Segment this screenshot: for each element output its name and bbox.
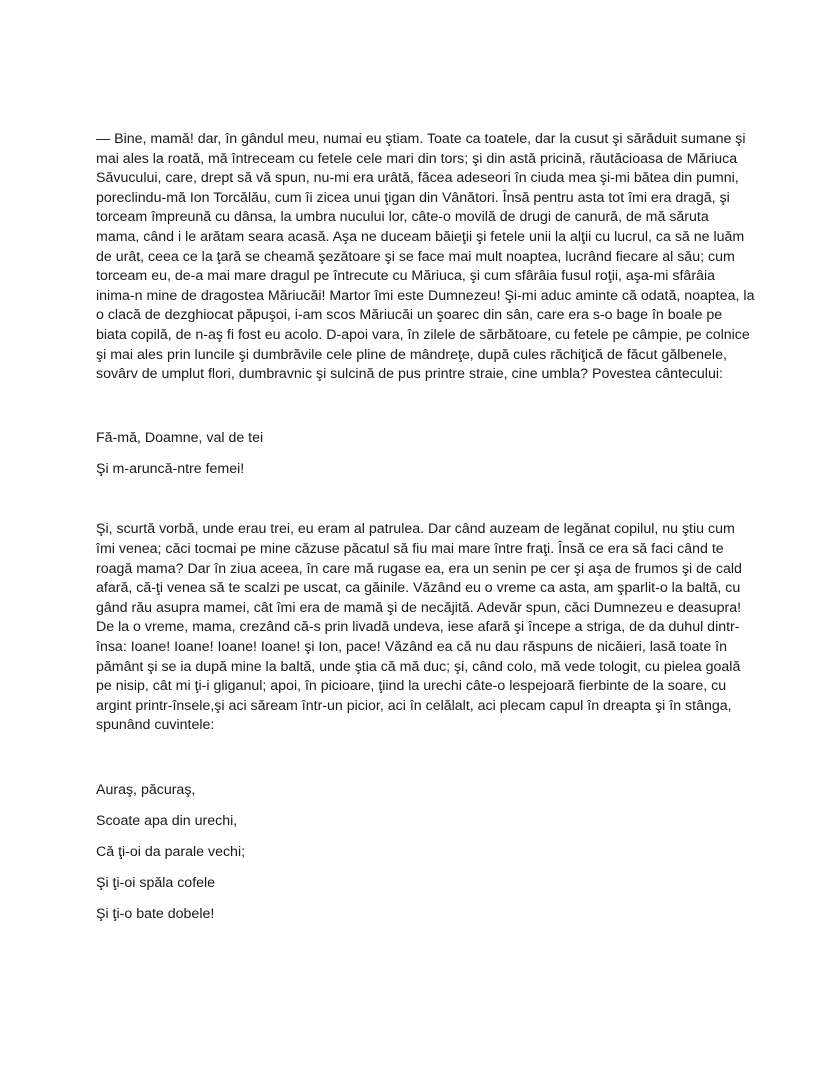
- verse-line: Auraş, păcuraş,: [96, 781, 196, 798]
- verse-line: Fă-mă, Doamne, val de tei: [96, 429, 264, 446]
- document-page: [96, 130, 756, 936]
- paragraph-2: Şi, scurtă vorbă, unde erau trei, eu eram al patrulea. Dar când auzeam de legănat copilul, nu ştiu cum îmi venea; căci tocmai pe mine căzuse păcatul să fiu mai mare între fraţi. Însă ce era să faci când te roagă mama? Dar în ziua aceea, în care mă rugase ea, era un senin pe cer şi aşa de frumos şi de cald afară, că-ţi venea să te scalzi pe uscat, ca găinile. Văzând eu o vreme ca asta, am şparlit-o la baltă, cu gând rău asupra mamei, cât îmi era de mamă şi de necăjită. Adevăr spun, căci Dumnezeu e deasupra! De la o vreme, mama, crezând că-s prin livadă undeva, iese afară şi începe a striga, de da duhul dintr-însa: Ioane! Ioane! Ioane! Ioane! şi Ion, pace! Văzând ea că nu dau răspuns de nicăieri, lasă toate în pământ şi se ia după mine la baltă, unde ştia că mă duc; şi, când colo, mă vede tologit, cu pielea goală pe nisip, cât mi ţi-i gliganul; apoi, în picioare, ţiind la urechi câte-o lespejoară fierbinte de la soare, cu argint printr-însele,şi aci săream într-un picior, aci în celălalt, aci plecam capul în dreapta şi în stânga, spunând cuvintele:: [96, 521, 742, 734]
- verse-block-1: [96, 429, 756, 480]
- verse-line: Şi ţi-o bate dobele!: [96, 906, 215, 923]
- verse-block-2: [96, 781, 756, 925]
- paragraph-1: — Bine, mamă! dar, în gândul meu, numai eu ştiam. Toate ca toatele, dar la cusut şi sărăduit sumane şi mai ales la roată, mă întreceam cu fetele cele mari din tors; şi din astă pricină, răutăcioasa de Măriuca Săvucului, care, drept să vă spun, nu-mi era urâtă, făcea adeseori în ciuda mea şi-mi bătea din pumni, poreclindu-mă Ion Torcălău, cum îi zicea unui ţigan din Vânători. Însă pentru asta tot îmi era dragă, şi torceam împreună cu dânsa, la umbra nucului lor, câte-o movilă de drugi de canură, de mă săruta mama, când i le arătam seara acasă. Aşa ne duceam băieţii şi fetele unii la alţii cu lucrul, ca să ne luăm de urât, ceea ce la ţară se cheamă şezătoare şi se face mai mult noaptea, lucrând fiecare al său; cum torceam eu, de-a mai mare dragul pe întrecute cu Măriuca, şi cum sfârâia fusul roţii, aşa-mi sfârâia inima-n mine de dragostea Măriucăi! Martor îmi este Dumnezeu! Şi-mi aduc aminte că odată, noaptea, la o clacă de dezghiocat păpuşoi, i-am scos Măriucăi un şoarec din sân, care era s-o bage în boale pe biata copilă, de n-aş fi fost eu acolo. D-apoi vara, în zilele de sărbătoare, cu fetele pe câmpie, pe colnice şi mai ales prin luncile şi dumbrăvile cele pline de mândreţe, după cules răchiţică de făcut gălbenele, sovârv de umplut flori, dumbravnic şi sulcină de pus printre straie, cine umbla? Povestea cântecului:: [96, 131, 755, 383]
- verse-line: Scoate apa din urechi,: [96, 813, 238, 830]
- verse-line: Şi m-aruncă-ntre femei!: [96, 460, 245, 477]
- verse-line: Că ţi-oi da parale vechi;: [96, 844, 246, 861]
- verse-line: Şi ţi-oi spăla cofele: [96, 875, 216, 892]
